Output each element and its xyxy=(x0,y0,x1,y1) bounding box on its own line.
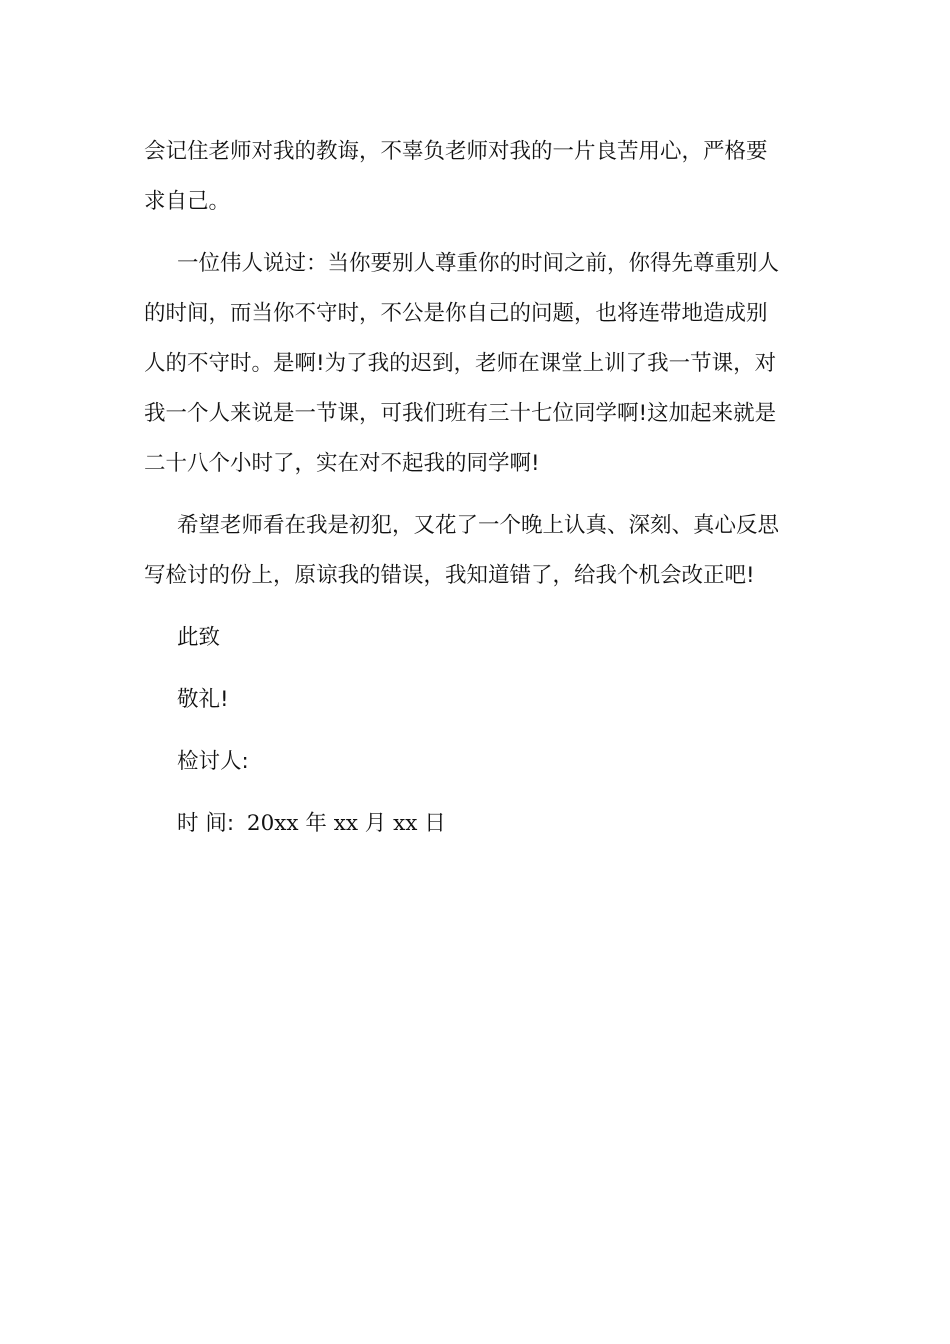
closing-text: 此致 xyxy=(177,625,221,650)
paragraph-line: 写检讨的份上，原谅我的错误，我知道错了，给我个机会改正吧! xyxy=(144,563,755,588)
document-body xyxy=(144,127,808,849)
paragraph-line: 的时间，而当你不守时，不公是你自己的问题，也将连带地造成别 xyxy=(144,301,768,326)
paragraph-line: 会记住老师对我的教诲，不辜负老师对我的一片良苦用心，严格要 xyxy=(144,139,768,164)
paragraph-2 xyxy=(144,239,808,489)
date-label: 时 间: xyxy=(177,811,235,836)
date-line xyxy=(144,799,808,849)
paragraph-1 xyxy=(144,127,808,227)
signer-label: 检讨人: xyxy=(177,749,249,774)
paragraph-line: 二十八个小时了，实在对不起我的同学啊! xyxy=(144,451,540,476)
paragraph-line: 一位伟人说过：当你要别人尊重你的时间之前，你得先尊重别人 xyxy=(177,251,780,276)
date-value: 20xx 年 xx 月 xx 日 xyxy=(246,811,446,836)
salute-text: 敬礼! xyxy=(177,687,229,712)
paragraph-line: 求自己。 xyxy=(144,189,231,214)
paragraph-3 xyxy=(144,501,808,601)
paragraph-line: 我一个人来说是一节课，可我们班有三十七位同学啊!这加起来就是 xyxy=(144,401,777,426)
paragraph-line: 希望老师看在我是初犯，又花了一个晚上认真、深刻、真心反思 xyxy=(177,513,780,538)
paragraph-line: 人的不守时。是啊!为了我的迟到，老师在课堂上训了我一节课，对 xyxy=(144,351,777,376)
